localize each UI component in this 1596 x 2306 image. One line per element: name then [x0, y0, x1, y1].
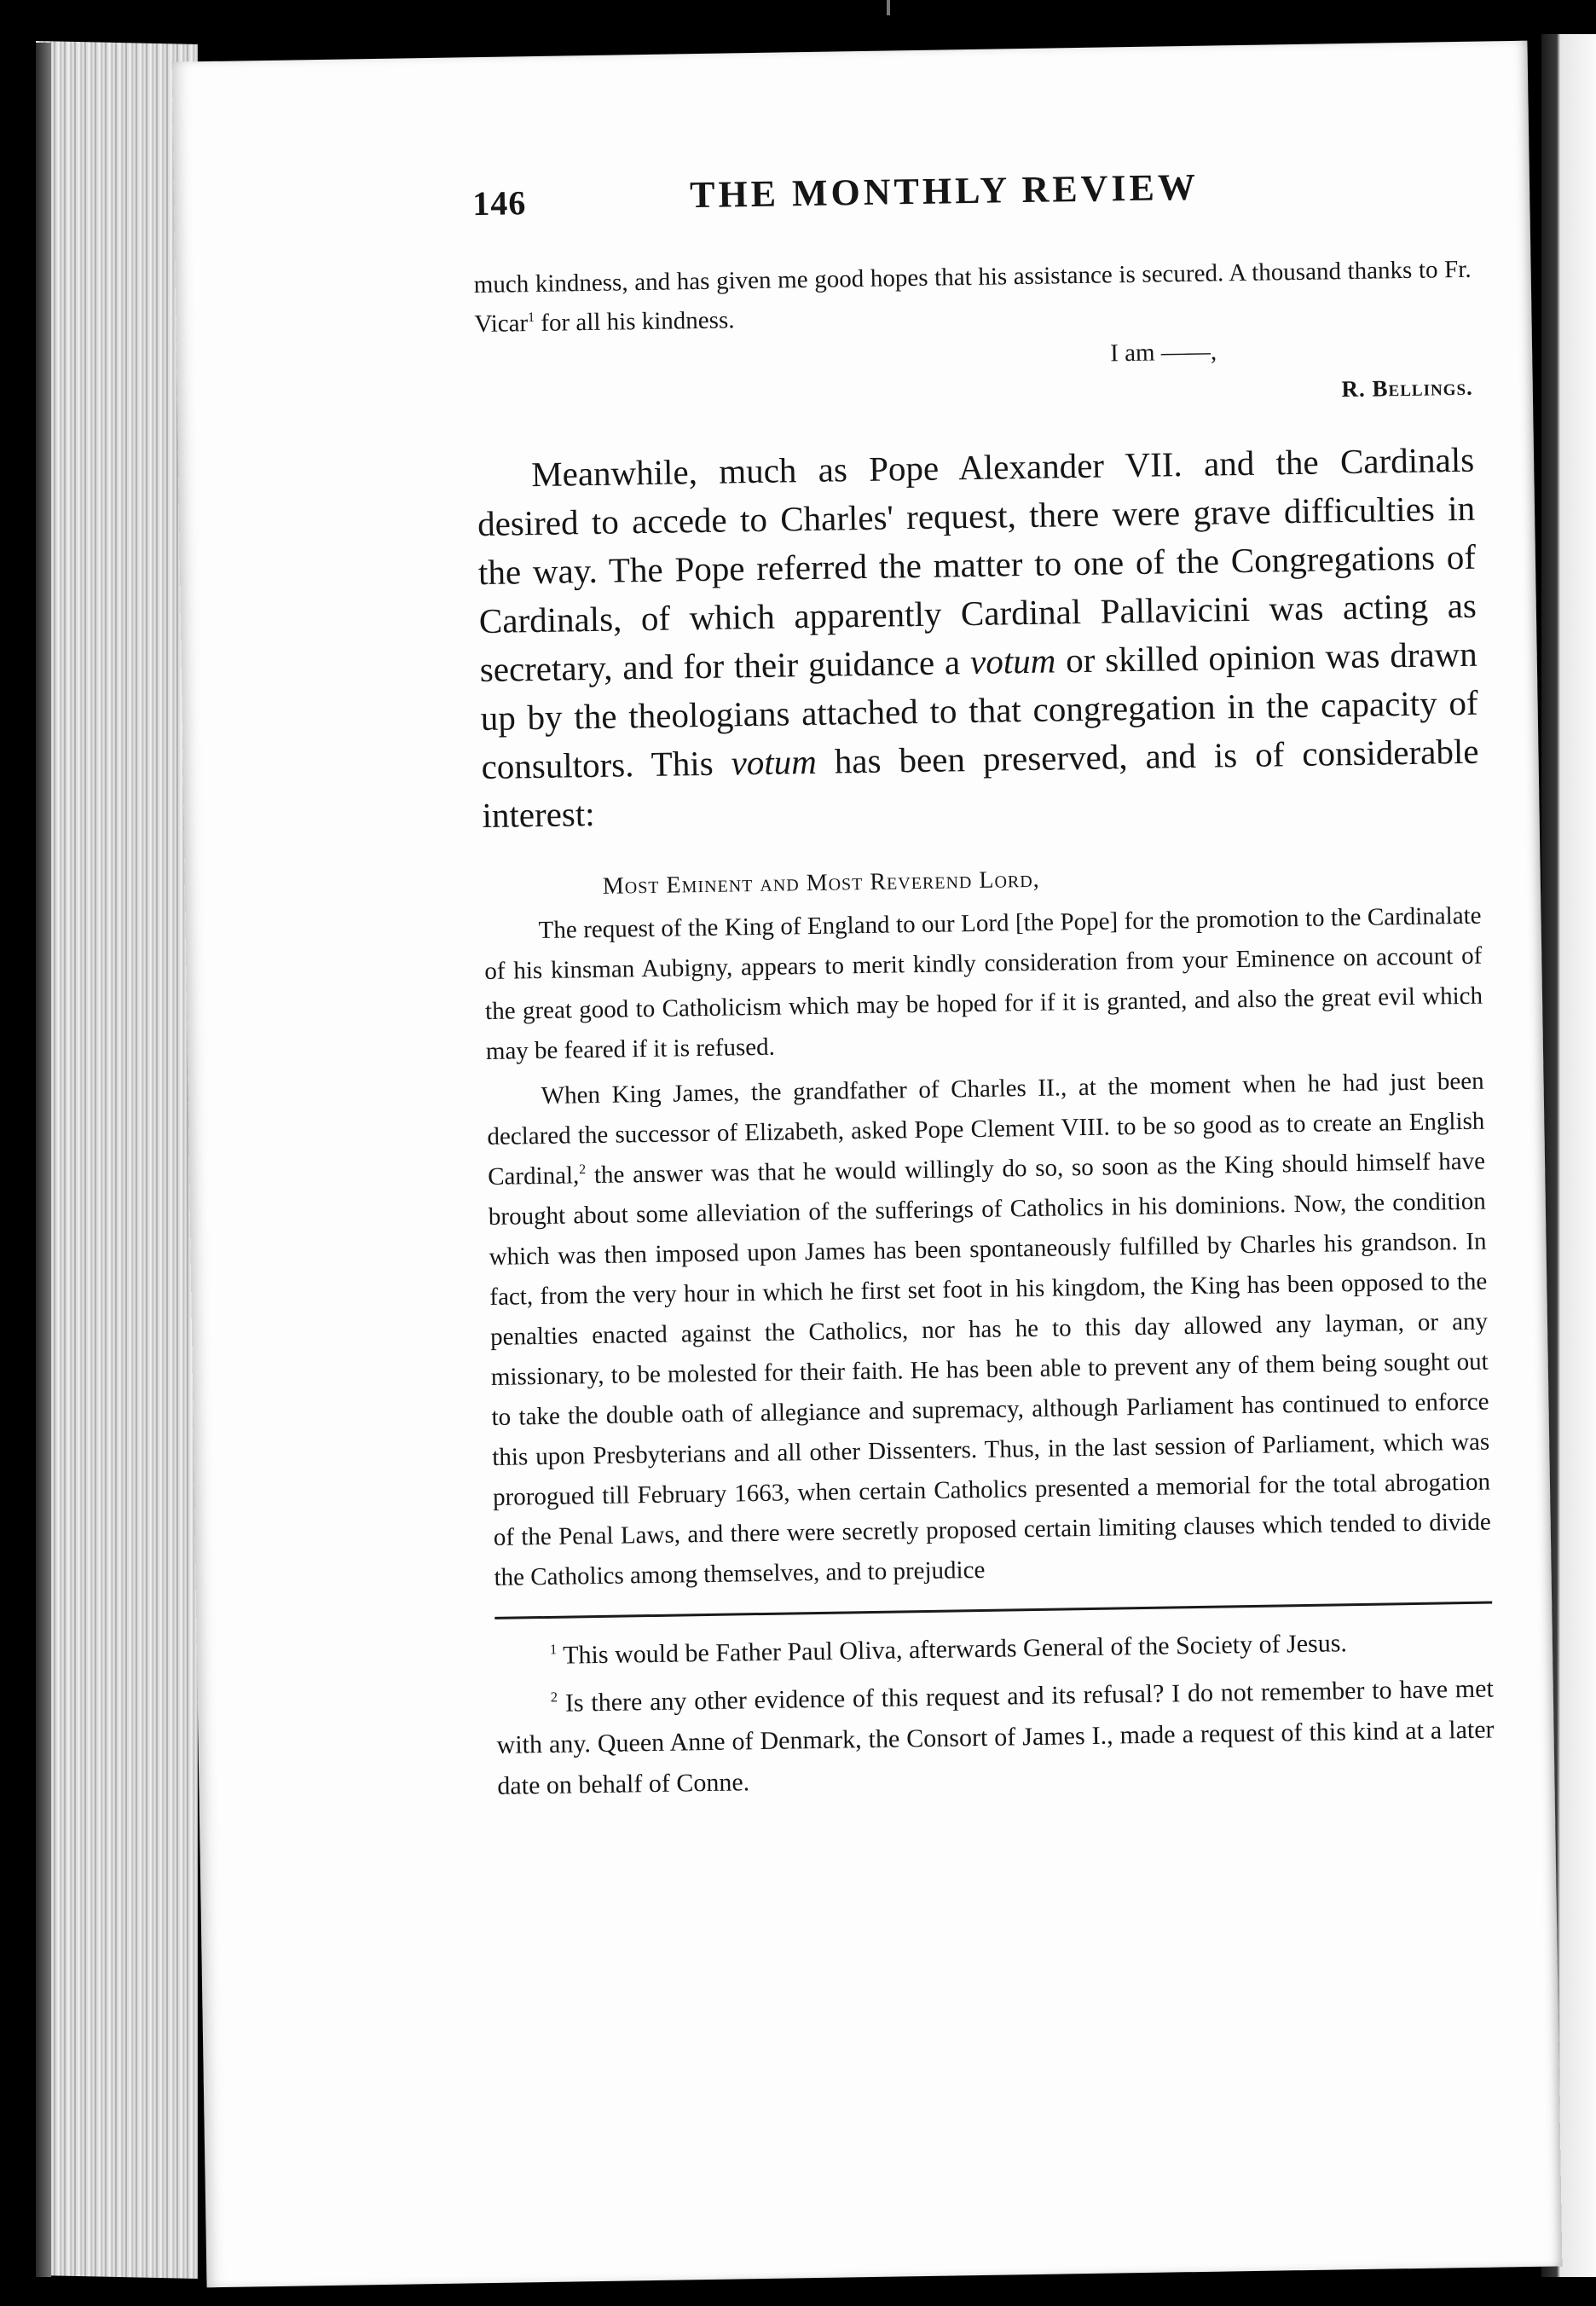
- votum-term: votum: [731, 741, 818, 783]
- body-text-c: has been preserved, and is of considerable interest:: [482, 731, 1479, 836]
- letter-signature: R. Bellings.: [1341, 374, 1474, 403]
- votum-term: votum: [969, 640, 1056, 682]
- body-paragraph: [477, 436, 1480, 840]
- book-spine-shadow: [36, 43, 51, 2277]
- printed-page: [172, 41, 1563, 2288]
- running-head: THE MONTHLY REVIEW: [689, 165, 1200, 217]
- letter-continuation-end: for all his kindness.: [534, 306, 735, 338]
- votum-paragraph-2-text-a: When King James, the grandfather of Charles II., at the moment when he had just been declared the successor of Elizabeth, asked Pope Clement VIII. to be so good as to create an English Cardinal,: [487, 1067, 1485, 1191]
- footnote-ref-1: 1: [527, 310, 535, 325]
- footnote-text: Is there any other evidence of this request and its refusal? I do not remember to have met with any. Queen Anne of Denmark, the Consort of James I., made a request of this kind at a later date on behalf of Conne.: [496, 1674, 1495, 1800]
- votum-paragraph-1: The request of the King of England to our Lord [the Pope] for the promotion to the Cardinalate of his kinsman Aubigny, appears to merit kindly consideration from your Eminence on account of the great good to Catholicism which may be hoped for if it is granted, and also the great evil which may be feared if it is refused.: [484, 901, 1483, 1066]
- votum-paragraph-2-text-b: the answer was that he would willingly do so, so soon as the King should himself have brought about some alleviation of the sufferings of Catholics in his dominions. Now, the condition which was then imposed upon James has been spontaneously fulfilled by Charles his grandson. In fact, from the very hour in which he first set foot in his kingdom, the King has been opposed to the penalties enacted against the Catholics, nor has he to this day allowed any layman, or any missionary, to be molested for their faith. He has been able to prevent any of them being sought out to take the double oath of allegiance and supremacy, although Parliament has continued to enforce this upon Presbyterians and all other Dissenters. Thus, in the last session of Parliament, which was prorogued till February 1663, when certain Catholics presented a memorial for the total abrogation of the Penal Laws, and there were secretly proposed certain limiting clauses which tended to divide the Catholics among themselves, and to prejudice: [488, 1147, 1491, 1591]
- letter-closing: I am ——,: [1110, 338, 1217, 368]
- footnote-ref-2: 2: [579, 1162, 587, 1178]
- votum-paragraph-2: [486, 1062, 1491, 1598]
- scan-mark: [887, 0, 890, 15]
- votum-salutation: Most Eminent and Most Reverend Lord,: [602, 866, 1040, 900]
- body-text-a: Meanwhile, much as Pope Alexander VII. and the Cardinals desired to accede to Charles' request, there were grave difficulties in the way. The Pope referred the matter to one of the Congregations of Cardinals, of which apparently Cardinal Pallavicini was acting as secretary, and for their guidance a: [477, 439, 1477, 690]
- letter-continuation-text: much kindness, and has given me good hopes that his assistance is secured. A thousand thanks to Fr. Vicar: [473, 255, 1472, 339]
- footnote-2: [496, 1669, 1495, 1807]
- footnote-marker: 2: [550, 1689, 558, 1706]
- footnote-1: [495, 1621, 1494, 1677]
- footnote-marker: 1: [549, 1641, 558, 1658]
- footnote-text: This would be Father Paul Oliva, afterwards General of the Society of Jesus.: [556, 1629, 1348, 1670]
- book-page-edges: [36, 41, 198, 2279]
- page-header: [472, 161, 1471, 236]
- footnote-divider: [494, 1602, 1492, 1619]
- page-number: 146: [471, 183, 527, 223]
- text-block: [472, 161, 1495, 1814]
- body-text-b: or skilled opinion was drawn up by the theologians attached to that congregation in the capacity of consultors. This: [480, 634, 1478, 787]
